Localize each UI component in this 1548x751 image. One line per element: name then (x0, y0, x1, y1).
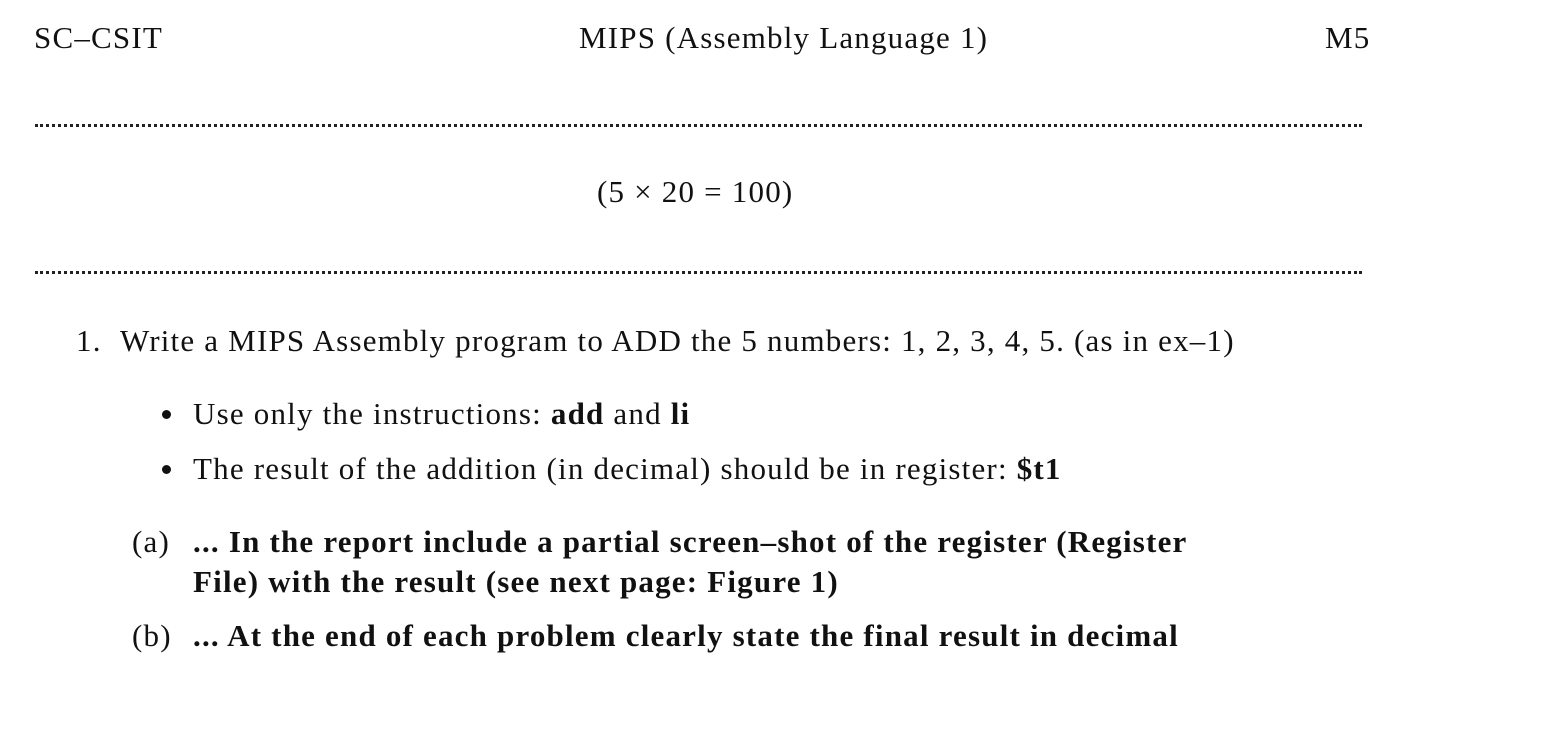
part-label: (a) (132, 524, 171, 559)
instruction-li: li (670, 396, 691, 431)
part-text: At the end of each problem clearly state the final result in decimal (227, 618, 1179, 653)
header-right: M5 (1325, 20, 1371, 55)
part-label: (b) (132, 618, 172, 653)
bullet-text: Use only the instructions: (193, 396, 551, 431)
instruction-add: add (550, 396, 605, 431)
question-text: Write a MIPS Assembly program to ADD the 5 numbers: 1, 2, 3, 4, 5. (as in ex–1) (120, 323, 1235, 358)
part-a-line2: File) with the result (see next page: Figure 1) (193, 564, 839, 599)
ellipsis: ... (193, 618, 220, 653)
ellipsis: ... (193, 524, 220, 559)
dotted-divider (35, 271, 1362, 274)
bullet-icon (162, 465, 171, 474)
part-text: In the report include a partial screen–shot of the register (Register (228, 524, 1188, 559)
header-left: SC–CSIT (34, 20, 163, 55)
part-b-line1 (193, 620, 1179, 651)
bullet-item (193, 453, 1062, 484)
header-title: MIPS (Assembly Language 1) (579, 20, 989, 55)
bullet-text: The result of the addition (in decimal) should be in register: (193, 451, 1017, 486)
register-name: $t1 (1016, 451, 1062, 486)
dotted-divider (35, 124, 1362, 127)
bullet-text: and (604, 396, 671, 431)
bullet-icon (162, 410, 171, 419)
bullet-item (193, 398, 690, 429)
marks-formula: (5 × 20 = 100) (597, 174, 794, 209)
part-a-line1 (193, 526, 1188, 557)
question-number: 1. (76, 323, 102, 358)
